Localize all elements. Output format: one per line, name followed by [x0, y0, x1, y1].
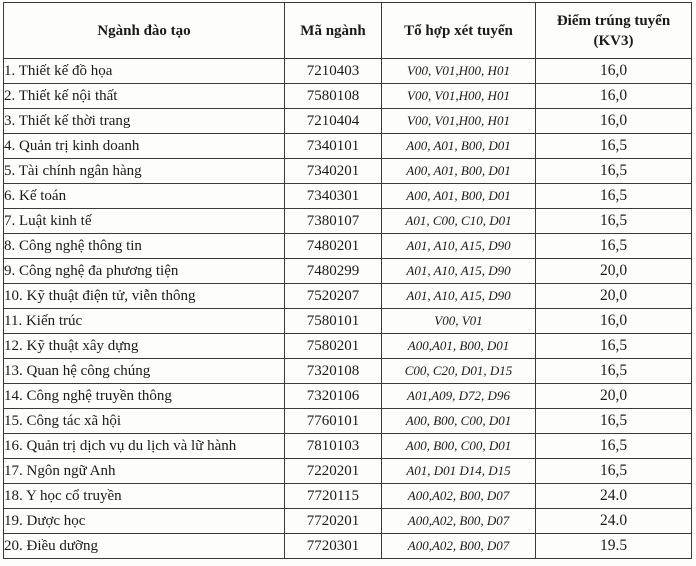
admission-score-cell: 16,0	[536, 84, 692, 109]
program-name-cell: 12. Kỹ thuật xây dựng	[4, 334, 285, 359]
table-row	[4, 109, 692, 134]
program-name-cell: 6. Kế toán	[4, 184, 285, 209]
program-code-cell: 7810103	[285, 434, 382, 459]
table-body	[4, 59, 692, 559]
subject-combination-cell: C00, C20, D01, D15	[382, 359, 536, 384]
subject-combination-cell: A00, B00, C00, D01	[382, 434, 536, 459]
subject-combination-cell: A00,A02, B00, D07	[382, 534, 536, 559]
program-code-cell: 7480299	[285, 259, 382, 284]
table-row	[4, 409, 692, 434]
subject-combination-cell: A00, A01, B00, D01	[382, 184, 536, 209]
subject-combination-cell: A01, A10, A15, D90	[382, 259, 536, 284]
program-code-cell: 7210403	[285, 59, 382, 84]
program-name-cell: 8. Công nghệ thông tin	[4, 234, 285, 259]
table-row	[4, 184, 692, 209]
table-row	[4, 209, 692, 234]
program-code-cell: 7520207	[285, 284, 382, 309]
program-name-cell: 14. Công nghệ truyền thông	[4, 384, 285, 409]
program-name-cell: 3. Thiết kế thời trang	[4, 109, 285, 134]
subject-combination-cell: V00, V01,H00, H01	[382, 59, 536, 84]
table-row	[4, 534, 692, 559]
program-code-cell: 7760101	[285, 409, 382, 434]
table-row	[4, 509, 692, 534]
program-code-cell: 7220201	[285, 459, 382, 484]
program-code-cell: 7580108	[285, 84, 382, 109]
admission-score-cell: 16,5	[536, 134, 692, 159]
table-row	[4, 284, 692, 309]
program-name-cell: 20. Điều dưỡng	[4, 534, 285, 559]
admission-score-cell: 16,5	[536, 184, 692, 209]
subject-combination-cell: A01, D01 D14, D15	[382, 459, 536, 484]
subject-combination-cell: A00,A02, B00, D07	[382, 509, 536, 534]
program-name-cell: 1. Thiết kế đồ họa	[4, 59, 285, 84]
admission-scores-table	[3, 2, 692, 559]
program-name-cell: 18. Y học cổ truyền	[4, 484, 285, 509]
program-code-cell: 7210404	[285, 109, 382, 134]
admission-score-cell: 16,5	[536, 234, 692, 259]
subject-combination-cell: A01,A09, D72, D96	[382, 384, 536, 409]
admission-score-cell: 24.0	[536, 509, 692, 534]
program-name-cell: 13. Quan hệ công chúng	[4, 359, 285, 384]
table-row	[4, 84, 692, 109]
table-row	[4, 484, 692, 509]
table-row	[4, 159, 692, 184]
subject-combination-cell: V00, V01,H00, H01	[382, 84, 536, 109]
header-program: Ngành đào tạo	[4, 3, 285, 59]
subject-combination-cell: A00,A01, B00, D01	[382, 334, 536, 359]
admission-score-cell: 20,0	[536, 384, 692, 409]
program-name-cell: 15. Công tác xã hội	[4, 409, 285, 434]
subject-combination-cell: V00, V01	[382, 309, 536, 334]
table-header-row	[4, 3, 692, 59]
program-name-cell: 17. Ngôn ngữ Anh	[4, 459, 285, 484]
table-row	[4, 59, 692, 84]
program-code-cell: 7340301	[285, 184, 382, 209]
admission-score-cell: 16,5	[536, 159, 692, 184]
admission-score-cell: 16,5	[536, 209, 692, 234]
program-name-cell: 10. Kỹ thuật điện tử, viễn thông	[4, 284, 285, 309]
program-code-cell: 7720301	[285, 534, 382, 559]
program-code-cell: 7480201	[285, 234, 382, 259]
admission-score-cell: 16,0	[536, 59, 692, 84]
program-name-cell: 19. Dược học	[4, 509, 285, 534]
subject-combination-cell: A00, B00, C00, D01	[382, 409, 536, 434]
admission-score-cell: 20,0	[536, 259, 692, 284]
program-code-cell: 7340101	[285, 134, 382, 159]
program-name-cell: 7. Luật kinh tế	[4, 209, 285, 234]
header-subject-combination: Tổ hợp xét tuyển	[382, 3, 536, 59]
table-row	[4, 134, 692, 159]
table-row	[4, 359, 692, 384]
admission-score-cell: 16,0	[536, 309, 692, 334]
subject-combination-cell: A00, A01, B00, D01	[382, 134, 536, 159]
table-row	[4, 384, 692, 409]
program-name-cell: 5. Tài chính ngân hàng	[4, 159, 285, 184]
program-code-cell: 7720115	[285, 484, 382, 509]
admission-score-cell: 16,0	[536, 109, 692, 134]
admission-score-cell: 16,5	[536, 334, 692, 359]
header-program-code: Mã ngành	[285, 3, 382, 59]
program-name-cell: 11. Kiến trúc	[4, 309, 285, 334]
admission-score-cell: 24.0	[536, 484, 692, 509]
header-score-region: (KV3)	[593, 32, 634, 49]
header-admission-score	[536, 3, 692, 59]
subject-combination-cell: A01, A10, A15, D90	[382, 234, 536, 259]
table-row	[4, 459, 692, 484]
program-name-cell: 9. Công nghệ đa phương tiện	[4, 259, 285, 284]
program-code-cell: 7340201	[285, 159, 382, 184]
table-row	[4, 309, 692, 334]
subject-combination-cell: A01, C00, C10, D01	[382, 209, 536, 234]
admission-score-cell: 16,5	[536, 459, 692, 484]
program-code-cell: 7580201	[285, 334, 382, 359]
subject-combination-cell: A00,A02, B00, D07	[382, 484, 536, 509]
admission-score-cell: 19.5	[536, 534, 692, 559]
program-name-cell: 16. Quản trị dịch vụ du lịch và lữ hành	[4, 434, 285, 459]
admission-score-cell: 20,0	[536, 284, 692, 309]
table-row	[4, 234, 692, 259]
program-code-cell: 7720201	[285, 509, 382, 534]
program-code-cell: 7380107	[285, 209, 382, 234]
table-row	[4, 334, 692, 359]
admission-score-cell: 16,5	[536, 359, 692, 384]
program-name-cell: 2. Thiết kế nội thất	[4, 84, 285, 109]
subject-combination-cell: V00, V01,H00, H01	[382, 109, 536, 134]
subject-combination-cell: A00, A01, B00, D01	[382, 159, 536, 184]
table-row	[4, 259, 692, 284]
header-score-title: Điểm trúng tuyển	[556, 12, 671, 29]
admission-score-cell: 16,5	[536, 434, 692, 459]
table-row	[4, 434, 692, 459]
program-code-cell: 7580101	[285, 309, 382, 334]
program-code-cell: 7320108	[285, 359, 382, 384]
admission-score-cell: 16,5	[536, 409, 692, 434]
subject-combination-cell: A01, A10, A15, D90	[382, 284, 536, 309]
program-code-cell: 7320106	[285, 384, 382, 409]
program-name-cell: 4. Quản trị kinh doanh	[4, 134, 285, 159]
